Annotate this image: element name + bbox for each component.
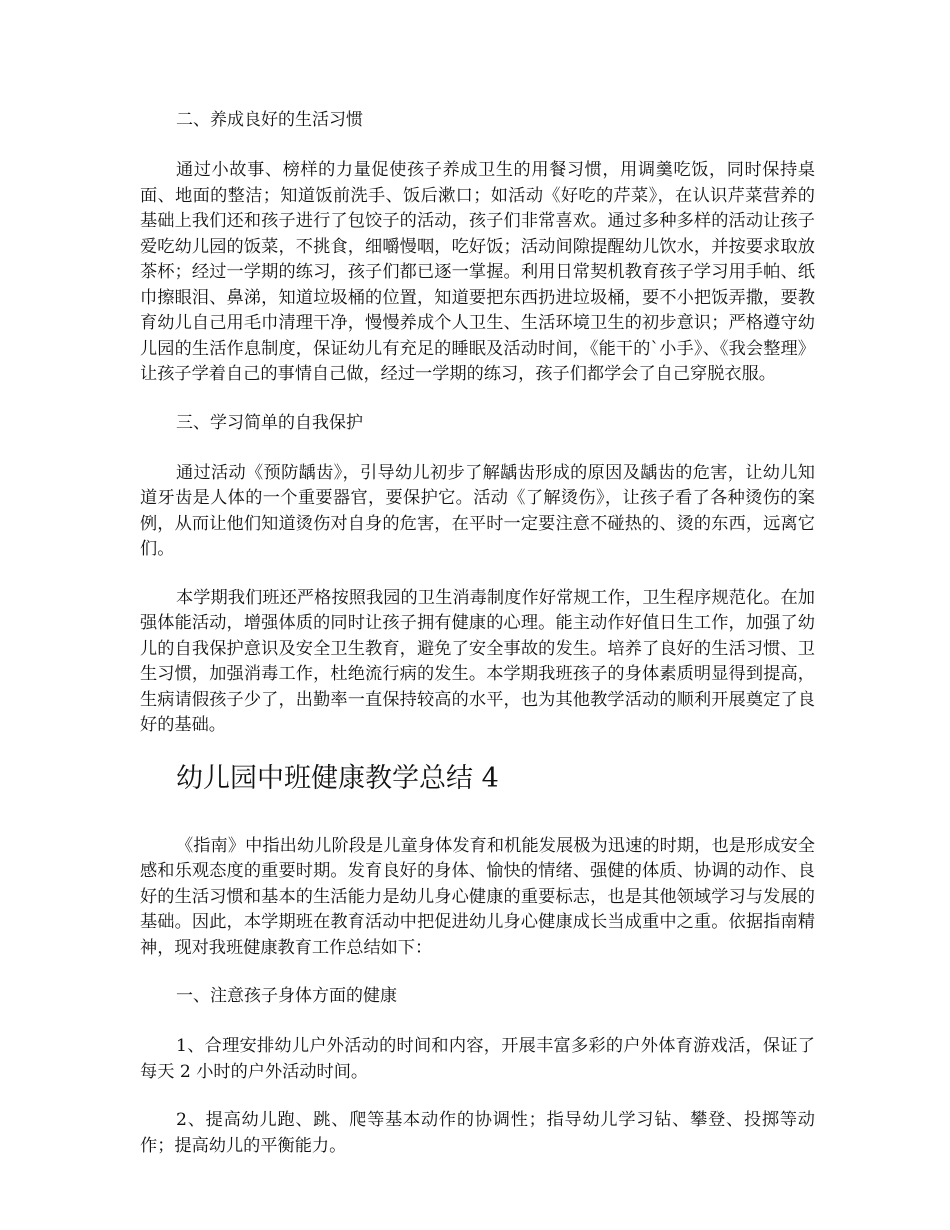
list-item-outdoor-activities: 1、合理安排幼儿户外活动的时间和内容，开展丰富多彩的户外体育游戏活，保证了每天 2 小时的户外活动时间。: [140, 1036, 815, 1082]
list-item-motor-skills: 2、提高幼儿跑、跳、爬等基本动作的协调性；指导幼儿学习钻、攀登、投掷等动作；提高幼儿的平衡能力。: [140, 1110, 815, 1156]
section-heading-self-protection: 三、学习简单的自我保护: [176, 412, 363, 433]
paragraph-habits: 通过小故事、榜样的力量促使孩子养成卫生的用餐习惯，用调羹吃饭，同时保持桌面、地面的整洁；知道饭前洗手、饭后漱口；如活动《好吃的芹菜》，在认识芹菜营养的基础上我们还和孩子进行了包饺子的活动，孩子们非常喜欢。通过多种多样的活动让孩子爱吃幼儿园的饭菜，不挑食，细嚼慢咽，吃好饭；活动间隙提醒幼儿饮水，并按要求取放茶杯；经过一学期的练习，孩子们都已逐一掌握。利用日常契机教育孩子学习用手帕、纸巾擦眼泪、鼻涕，知道垃圾桶的位置，知道要把东西扔进垃圾桶，要不小把饭弄撒，要教育幼儿自己用毛巾清理干净，慢慢养成个人卫生、生活环境卫生的初步意识；严格遵守幼儿园的生活作息制度，保证幼儿有充足的睡眠及活动时间，《能干的`小手》、《我会整理》让孩子学着自己的事情自己做，经过一学期的练习，孩子们都学会了自己穿脱衣服。: [140, 160, 815, 384]
section-heading-habits: 二、养成良好的生活习惯: [176, 110, 363, 130]
paragraph-guideline-intro: 《指南》中指出幼儿阶段是儿童身体发育和机能发展极为迅速的时期，也是形成安全感和乐观态度的重要时期。发育良好的身体、愉快的情绪、强健的体质、协调的动作、良好的生活习惯和基本的生活能力是幼儿身心健康的重要标志，也是其他领域学习与发展的基础。因此，本学期班在教育活动中把促进幼儿身心健康成长当成重中之重。依据指南精神，现对我班健康教育工作总结如下：: [140, 835, 815, 958]
document-content: [140, 108, 815, 1182]
section-heading-physical-health: 一、注意孩子身体方面的健康: [176, 986, 397, 1006]
article-title: 幼儿园中班健康教学总结 4: [176, 762, 499, 794]
paragraph-hygiene-summary: 本学期我们班还严格按照我园的卫生消毒制度作好常规工作，卫生程序规范化。在加强体能活动，增强体质的同时让孩子拥有健康的心理。能主动作好值日生工作，加强了幼儿的自我保护意识及安全卫生教育，避免了安全事故的发生。培养了良好的生活习惯、卫生习惯，加强消毒工作，杜绝流行病的发生。本学期我班孩子的身体素质明显得到提高，生病请假孩子少了，出勤率一直保持较高的水平，也为其他教学活动的顺利开展奠定了良好的基础。: [140, 587, 815, 735]
paragraph-dental-burns: 通过活动《预防龋齿》，引导幼儿初步了解龋齿形成的原因及龋齿的危害，让幼儿知道牙齿是人体的一个重要器官，要保护它。活动《了解烫伤》，让孩子看了各种烫伤的案例，从而让他们知道烫伤对自身的危害，在平时一定要注意不碰热的、烫的东西，远离它们。: [140, 462, 815, 559]
